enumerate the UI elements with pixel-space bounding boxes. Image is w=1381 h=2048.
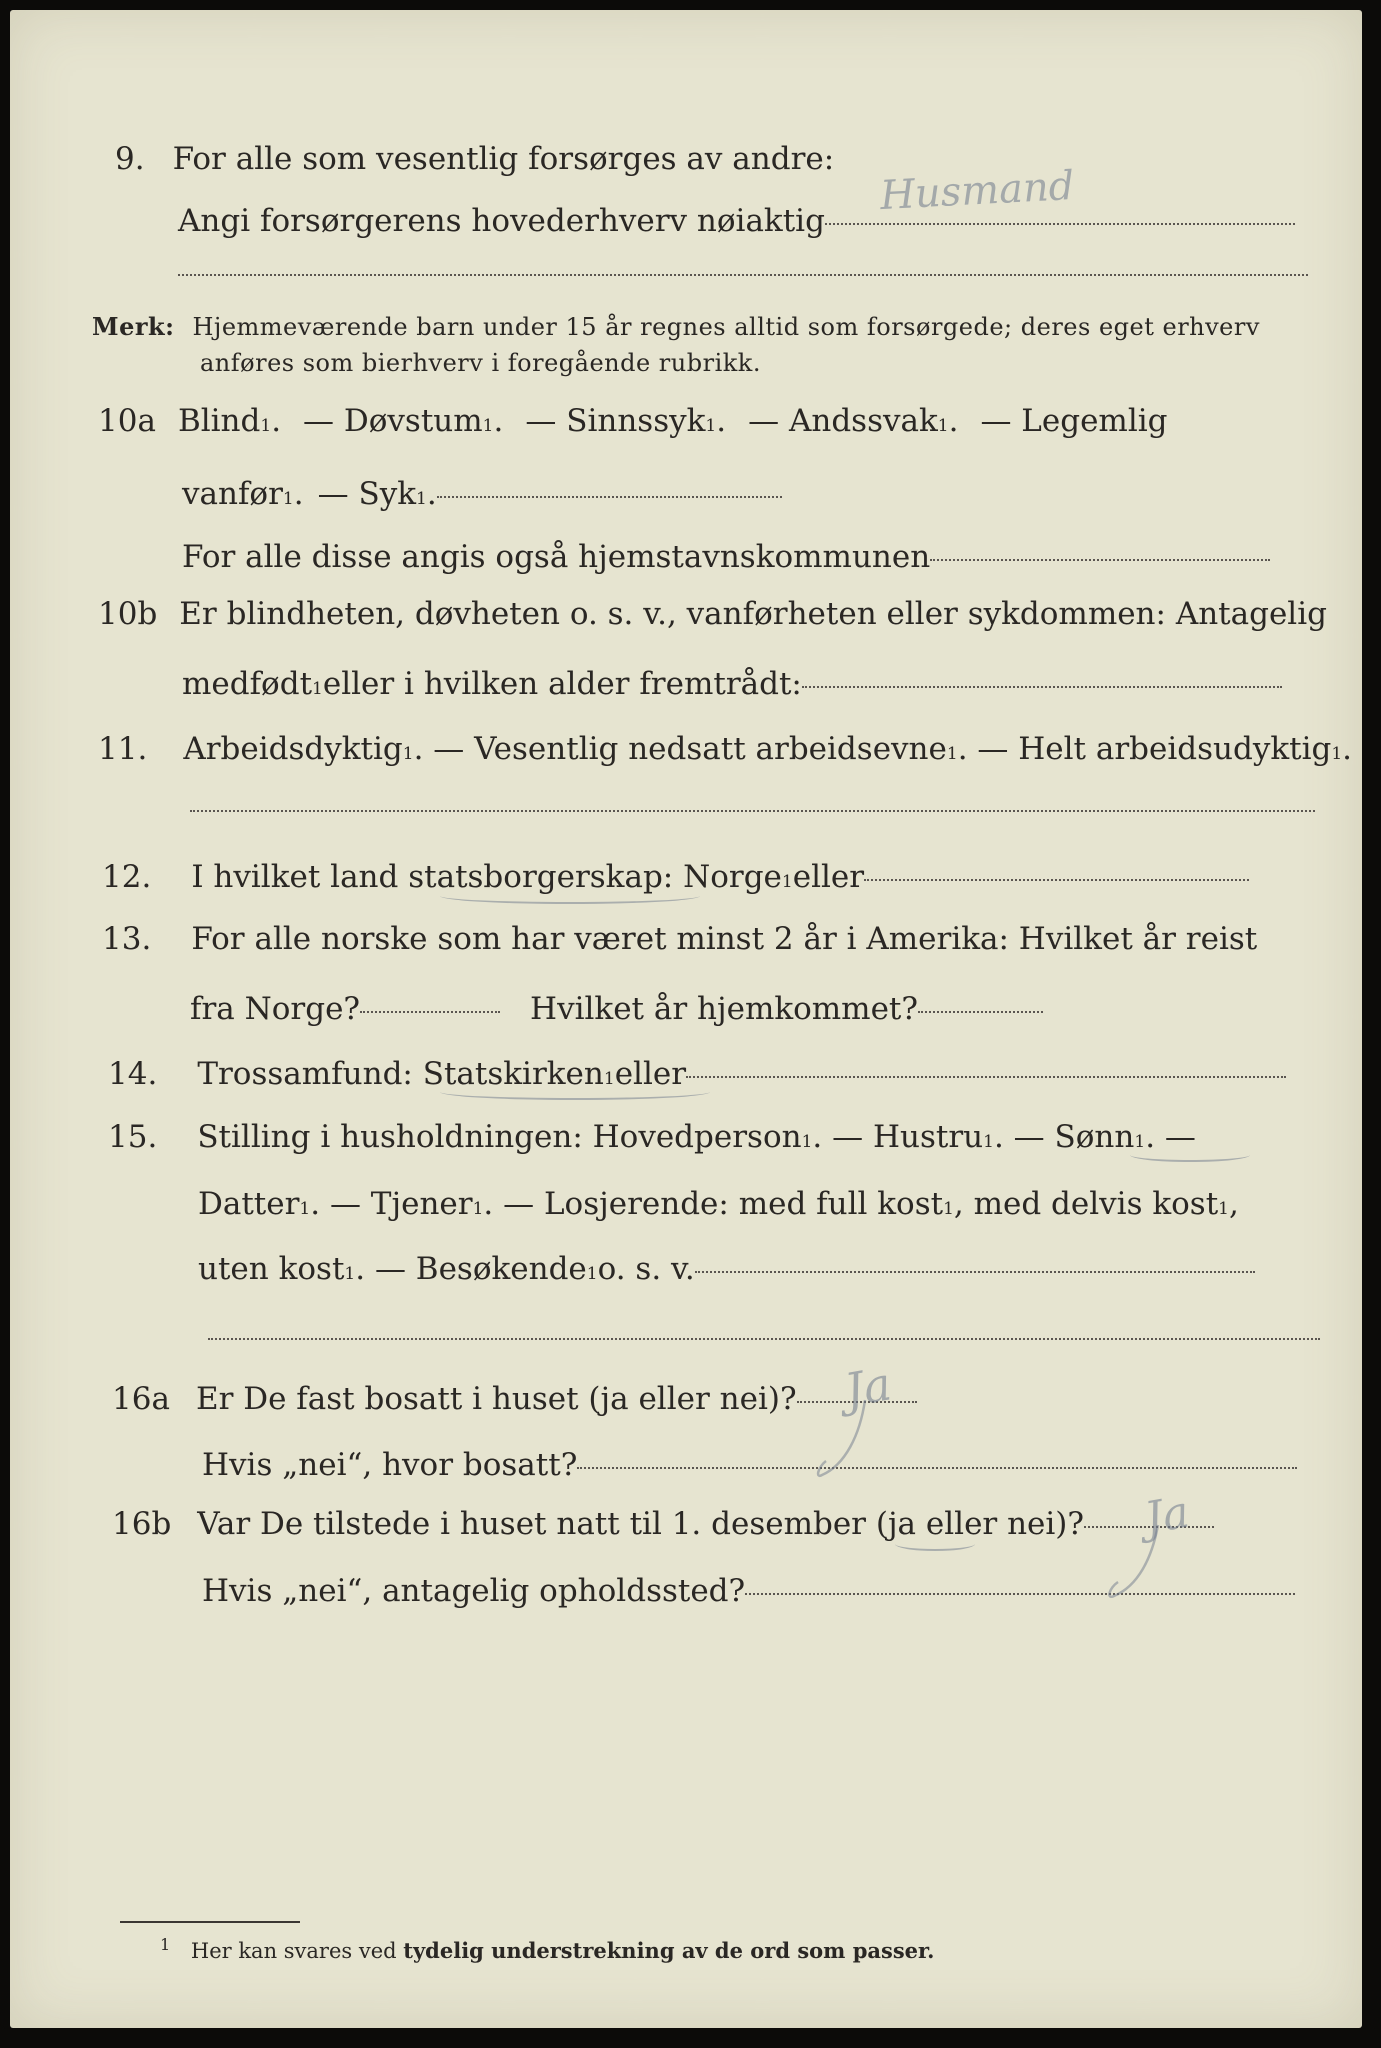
q10a-line3 [182, 538, 1270, 576]
q15-uten-kost: uten kost [198, 1251, 345, 1287]
q13-reist-answer-line [360, 1011, 500, 1013]
q15-line1: 15. Stilling i husholdningen: Hovedperson 1 . — Hustru 1 . — Sønn 1 . — [108, 1119, 1196, 1155]
q12-eller: eller [792, 859, 865, 895]
q11-line: 11. Arbeidsdyktig 1 . — Vesentlig nedsatt arbeidsevne 1 . — Helt arbeidsudyktig 1 . [98, 731, 1353, 767]
q10a-number: 10a [98, 403, 156, 439]
merk-line2 [200, 344, 761, 382]
q10a-line1: 10a Blind 1 . — Døvstum 1 . — Sinnssyk 1 . — Andssvak 1 . — Legemlig [98, 403, 1168, 439]
q16b-question: Var De tilstede i huset natt til 1. desember (ja eller nei)? [197, 1506, 1085, 1542]
q10b-question: Er blindheten, døvheten o. s. v., vanførheten eller sykdommen: Antagelig [179, 596, 1327, 632]
q13-line1 [102, 920, 1257, 958]
merk-text1: Hjemmeværende barn under 15 år regnes alltid som forsørgede; deres eget erhverv [192, 313, 1260, 341]
q12-answer-line [864, 879, 1249, 881]
q10a-syk: — Syk [317, 476, 416, 512]
q16a-bosatt: Hvis „nei“, hvor bosatt? [202, 1447, 578, 1483]
q10a-hjemstavn: For alle disse angis også hjemstavnskommunen [182, 539, 931, 575]
q14-answer-line [686, 1076, 1286, 1078]
q9-handwritten-answer: Husmand [878, 162, 1076, 220]
q11-answer-line [190, 810, 1315, 812]
q12-statsborgerskap-underline [440, 888, 700, 904]
q10a-legemlig: — Legemlig [980, 403, 1168, 439]
q10a-line2: vanfør 1 . — Syk 1 . [182, 475, 782, 513]
q10b-alder: eller i hvilken alder fremtrådt: [322, 666, 802, 702]
q15-line2: Datter 1 . — Tjener 1 . — Losjerende: med full kost 1 , med delvis kost 1 , [198, 1186, 1239, 1222]
q14-number: 14. [108, 1056, 158, 1092]
merk-label: Merk: [92, 312, 175, 341]
q10b-line1 [98, 595, 1327, 633]
q16b-line1 [112, 1505, 1214, 1543]
q13-reist: fra Norge? [190, 991, 361, 1027]
q16b-opholdssted-answer-line [745, 1593, 1295, 1595]
q15-line3: uten kost 1 . — Besøkende 1 o. s. v. [198, 1250, 1255, 1288]
q16b-opholdssted: Hvis „nei“, antagelig opholdssted? [202, 1573, 746, 1609]
q15-dash: . — [1145, 1119, 1196, 1155]
merk-line1 [92, 308, 1260, 346]
q10b-line2: medfødt 1 eller i hvilken alder fremtrådt: [182, 665, 1282, 703]
q12-question: I hvilket land statsborgerskap: Norge [191, 859, 782, 895]
q13-question: For alle norske som har været minst 2 år i Amerika: Hvilket år reist [191, 921, 1258, 957]
q16a-number: 16a [112, 1381, 170, 1417]
q9-line1 [115, 140, 834, 178]
footnote-text1: Her kan svares ved [190, 1939, 404, 1963]
q15-comma: , [1229, 1186, 1239, 1222]
footnote-rule [120, 1921, 300, 1923]
q16a-line1 [112, 1380, 917, 1418]
q15-delvis-kost: , med delvis kost [953, 1186, 1219, 1222]
q9-prompt: Angi forsørgerens hovederhverv nøiaktig [178, 203, 825, 239]
q13-line2 [190, 990, 1043, 1028]
q13-number: 13. [102, 921, 152, 957]
q10a-blind: Blind [177, 403, 261, 439]
q11-nedsatt: . — Vesentlig nedsatt arbeidsevne [413, 731, 947, 767]
q11-number: 11. [98, 731, 148, 767]
q12-line: 12. I hvilket land statsborgerskap: Norge 1 eller [102, 858, 1249, 896]
q15-number: 15. [108, 1119, 158, 1155]
q16a-bosatt-answer-line [577, 1467, 1297, 1469]
q10a-syk-answer-line [437, 496, 782, 498]
q11-end: . [1342, 731, 1353, 767]
q16b-number: 16b [112, 1506, 172, 1542]
q11-udyktig: . — Helt arbeidsudyktig [957, 731, 1332, 767]
q9-number: 9. [115, 141, 145, 177]
q10a-andssvak: — Andssvak [748, 403, 938, 439]
q15-full-kost: . — Losjerende: med full kost [483, 1186, 944, 1222]
q13-hjemkommet-answer-line [918, 1011, 1043, 1013]
q10b-medfodt: medfødt [182, 666, 313, 702]
q16b-ja-underline [895, 1537, 975, 1551]
q16a-question: Er De fast bosatt i huset (ja eller nei)? [195, 1381, 797, 1417]
census-form-page [10, 10, 1362, 2028]
q9-question: For alle som vesentlig forsørges av andre: [172, 141, 835, 177]
q15-hovedperson: Stilling i husholdningen: Hovedperson [197, 1119, 802, 1155]
q13-hjemkommet: Hvilket år hjemkommet? [530, 991, 919, 1027]
q10a-hjemstavn-answer-line [930, 559, 1270, 561]
q15-tjener: . — Tjener [310, 1186, 473, 1222]
q16b-handwritten-answer: Ja [1140, 1486, 1193, 1545]
q10a-vanfor: vanfør [182, 476, 283, 512]
q15-extra-line [208, 1338, 1320, 1340]
q10a-dovstum: — Døvstum [303, 403, 483, 439]
merk-text2: anføres som bierhverv i foregående rubrikk. [200, 349, 761, 377]
q9-line2 [178, 202, 1295, 240]
q14-eller: eller [614, 1056, 687, 1092]
q15-hustru: . — Hustru [812, 1119, 984, 1155]
q10b-answer-line [802, 686, 1282, 688]
q14-statskirken-underline [440, 1084, 710, 1100]
q14-line: 14. Trossamfund: Statskirken 1 eller [108, 1055, 1286, 1093]
q15-osv: o. s. v. [597, 1251, 695, 1287]
q16b-handwriting-stroke [1100, 1520, 1170, 1605]
q16a-handwritten-answer: Ja [840, 1356, 896, 1418]
q15-sonn: . — Sønn [993, 1119, 1135, 1155]
footnote-text2: tydelig understrekning av de ord som passer. [403, 1938, 935, 1963]
q9-extra-line [178, 274, 1308, 276]
q15-datter: Datter [198, 1186, 300, 1222]
q10b-number: 10b [98, 596, 158, 632]
q16a-line2 [202, 1446, 1297, 1484]
footnote [160, 1935, 934, 1963]
q12-number: 12. [102, 859, 152, 895]
q15-sonn-underline [1130, 1148, 1250, 1162]
q16a-handwriting-stroke [810, 1395, 880, 1485]
q15-besokende: . — Besøkende [355, 1251, 587, 1287]
footnote-mark: 1 [160, 1935, 171, 1954]
q11-arbeidsdyktig: Arbeidsdyktig [183, 731, 403, 767]
q10a-sinnssyk: — Sinnssyk [525, 403, 706, 439]
q14-question: Trossamfund: Statskirken [197, 1056, 604, 1092]
q15-answer-line [695, 1271, 1255, 1273]
q9-answer-line [825, 223, 1295, 225]
